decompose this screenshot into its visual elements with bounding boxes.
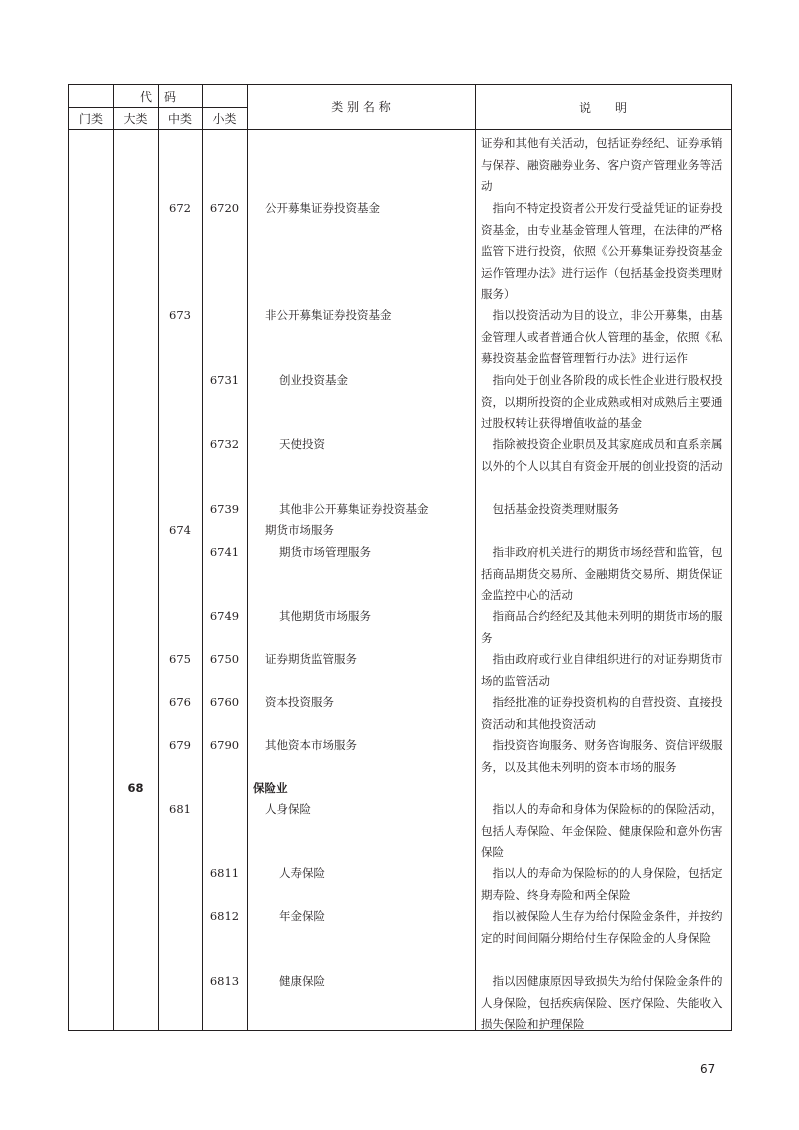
header-zhong: 中类	[167, 112, 192, 126]
table-row-desc: 指以人的寿命为保险标的的人身保险，包括定期寿险、终身寿险和两全保险	[481, 866, 723, 902]
table-row-name: 保险业	[253, 781, 288, 795]
table-row-xiao: 6732	[209, 437, 240, 451]
table-row-desc: 指以被保险人生存为给付保险金条件，并按约定的时间间隔分期给付生存保险金的人身保险	[481, 909, 723, 945]
header-men: 门类	[78, 112, 103, 126]
table-row-name: 天使投资	[279, 437, 325, 451]
table-row-name: 创业投资基金	[279, 373, 348, 387]
table-row-name: 其他非公开募集证券投资基金	[279, 502, 429, 516]
table-row-desc: 包括基金投资类理财服务	[492, 502, 619, 516]
table-row-desc: 指以因健康原因导致损失为给付保险金条件的人身保险，包括疾病保险、医疗保险、失能收入损失保险和护理保险	[481, 974, 723, 1032]
table-row-name: 公开募集证券投资基金	[265, 201, 380, 215]
column-rule	[475, 85, 476, 1030]
table-row-name: 证券期货监管服务	[265, 652, 357, 666]
table-row-zhong: 672	[169, 201, 191, 215]
table-row-name: 健康保险	[279, 974, 325, 988]
table-row-desc: 指除被投资企业职员及其家庭成员和直系亲属以外的个人以其自有资金开展的创业投资的活动	[481, 437, 723, 473]
table-row-xiao: 6750	[209, 652, 240, 666]
table-row-name: 非公开募集证券投资基金	[265, 308, 392, 322]
classification-table	[68, 84, 732, 1031]
table-row-desc: 指经批准的证券投资机构的自营投资、直接投资活动和其他投资活动	[481, 695, 723, 731]
table-row-name: 期货市场管理服务	[279, 545, 371, 559]
table-row-zhong: 674	[169, 523, 191, 537]
table-row-desc: 指向处于创业各阶段的成长性企业进行股权投资，以期所投资的企业成熟或相对成熟后主要通过股权转让获得增值收益的基金	[481, 373, 723, 431]
table-row-xiao: 6731	[209, 373, 240, 387]
table-row-xiao: 6741	[209, 545, 240, 559]
table-row-xiao: 6749	[209, 609, 240, 623]
table-row-desc: 指由政府或行业自律组织进行的对证券期货市场的监管活动	[481, 652, 723, 688]
table-row-xiao: 6812	[209, 909, 240, 923]
table-row-name: 期货市场服务	[265, 523, 334, 537]
table-row-name: 年金保险	[279, 909, 325, 923]
column-rule	[113, 85, 114, 1030]
table-row-zhong: 679	[169, 738, 191, 752]
table-row-desc: 指向不特定投资者公开发行受益凭证的证券投资基金，由专业基金管理人管理，在法律的严格监管下进行投资，依照《公开募集证券投资基金运作管理办法》进行运作（包括基金投资类理财服务）	[481, 201, 723, 302]
table-row-desc: 指投资咨询服务、财务咨询服务、资信评级服务，以及其他未列明的资本市场的服务	[481, 738, 723, 774]
page-number: 67	[700, 1062, 716, 1076]
table-row-desc: 指以投资活动为目的设立，非公开募集，由基金管理人或者普通合伙人管理的基金，依照《私募投资基金监督管理暂行办法》进行运作	[481, 308, 723, 366]
header-rule	[69, 129, 731, 130]
table-row-zhong: 673	[169, 308, 191, 322]
header-xiao: 小类	[212, 112, 237, 126]
table-row-name: 人寿保险	[279, 866, 325, 880]
column-rule	[247, 85, 248, 1030]
table-row-zhong: 681	[169, 802, 191, 816]
table-row-name: 人身保险	[265, 802, 311, 816]
header-code-group: 代 码	[139, 90, 176, 104]
column-rule	[158, 85, 159, 1030]
table-row-xiao: 6739	[209, 502, 240, 516]
table-row-xiao: 6760	[209, 695, 240, 709]
table-row-zhong: 676	[169, 695, 191, 709]
table-row-desc: 证券和其他有关活动，包括证券经纪、证券承销与保荐、融资融券业务、客户资产管理业务等活动	[481, 136, 723, 194]
table-row-xiao: 6813	[209, 974, 240, 988]
table-row-xiao: 6811	[209, 866, 240, 880]
table-row-name: 其他期货市场服务	[279, 609, 371, 623]
header-desc: 说 明	[578, 101, 627, 115]
table-row-desc: 指非政府机关进行的期货市场经营和监管，包括商品期货交易所、金融期货交易所、期货保证金监控中心的活动	[481, 545, 723, 603]
header-rule	[69, 107, 247, 108]
table-row-da: 68	[127, 781, 144, 795]
table-row-zhong: 675	[169, 652, 191, 666]
header-da: 大类	[123, 112, 148, 126]
table-row-xiao: 6720	[209, 201, 240, 215]
table-row-desc: 指商品合约经纪及其他未列明的期货市场的服务	[481, 609, 723, 645]
table-row-name: 其他资本市场服务	[265, 738, 357, 752]
header-name: 类 别 名 称	[331, 100, 391, 114]
table-row-desc: 指以人的寿命和身体为保险标的的保险活动，包括人寿保险、年金保险、健康保险和意外伤害保险	[481, 802, 723, 860]
table-row-name: 资本投资服务	[265, 695, 334, 709]
table-row-xiao: 6790	[209, 738, 240, 752]
